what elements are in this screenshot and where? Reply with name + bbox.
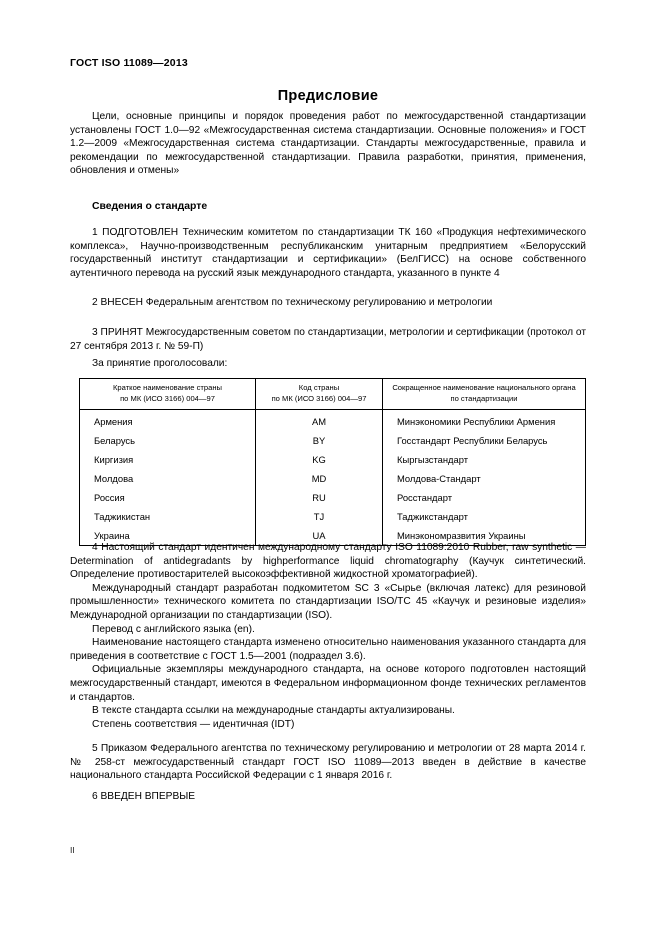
vote-caption: За принятие проголосовали:: [92, 358, 228, 369]
table-row: [80, 488, 586, 507]
cell-country-code: UA: [256, 526, 383, 546]
table-header-row: [80, 379, 586, 410]
column-header-code-line2: по МК (ИСО 3166) 004—97: [271, 393, 367, 403]
standard-info-item-2: 2 ВНЕСЕН Федеральным агентством по техническому регулированию и метрологии: [92, 297, 493, 308]
standard-info-item-4b: Международный стандарт разработан подкомитетом SC 3 «Сырье (включая латекс) для резиновой промышленности» технического комитета по стандартизации ISO/TC 45 «Каучук и резиновые изделия» Международной организации по стандартизации (ISO).: [70, 582, 586, 621]
table-row: [80, 450, 586, 469]
cell-national-body: Кыргызстандарт: [397, 454, 469, 465]
standard-info-item-4g: Степень соответствия — идентичная (IDT): [92, 718, 295, 730]
cell-country-code: KG: [256, 450, 383, 469]
standard-info-item-1-block: [70, 226, 586, 280]
standard-info-item-4d: Наименование настоящего стандарта изменено относительно наименования указанного стандарта для приведения в соответствие с ГОСТ 1.5—2001 (подраздел 3.6).: [70, 637, 586, 662]
standard-info-item-6: 6 ВВЕДЕН ВПЕРВЫЕ: [92, 791, 196, 802]
standard-info-item-3: 3 ПРИНЯТ Межгосударственным советом по стандартизации, метрологии и сертификации (протокол от 27 сентября 2013 г. № 59-П): [70, 327, 586, 352]
standard-info-item-3-block: [70, 326, 586, 353]
standard-info-item-1: 1 ПОДГОТОВЛЕН Техническим комитетом по стандартизации ТК 160 «Продукция нефтехимического комплекса», Научно-производственным республиканским унитарным предприятием «Белорусский государственный институт стандартизации и сертификации» (БелГИСС) на основе собственного аутентичного перевода на русский язык международного стандарта, указанного в пункте 4: [70, 227, 586, 279]
vote-caption-block: [70, 357, 586, 371]
cell-national-body: Госстандарт Республики Беларусь: [397, 435, 548, 446]
cell-national-body: Таджикстандарт: [397, 511, 468, 522]
column-header-body-line2: по стандартизации: [450, 393, 518, 403]
cell-country: Молдова: [80, 469, 256, 488]
cell-country-code: AM: [256, 410, 383, 432]
cell-country-code: MD: [256, 469, 383, 488]
column-header-country-line1: Краткое наименование страны: [113, 383, 222, 392]
table-row: [80, 410, 586, 432]
cell-country: Киргизия: [80, 450, 256, 469]
standard-info-item-5: 5 Приказом Федерального агентства по техническому регулированию и метрологии от 28 марта 2014 г. № 258-ст межгосударственный стандарт ГОСТ ISO 11089—2013 введен в действие в качестве национального стандарта Российской Федерации с 1 января 2016 г.: [70, 743, 586, 782]
running-head: ГОСТ ISO 11089—2013: [70, 57, 188, 69]
intro-paragraph: Цели, основные принципы и порядок проведения работ по межгосударственной стандартизации установлены ГОСТ 1.0—92 «Межгосударственная система стандартизации. Основные положения» и ГОСТ 1.2—2009 «Межгосударственная система стандартизации. Стандарты межгосударственные, правила и рекомендации по межгосударственной стандартизации. Правила разработки, принятия, применения, обновления и отмены»: [70, 111, 586, 177]
standard-info-item-4a: 4 Настоящий стандарт идентичен международному стандарту ISO 11089:2010 Rubber, raw synthetic — Determination of antidegradants by highperformance liquid chromatography (Каучук синтетический. Определение противостарителей высокоэффективной жидкостной хроматографией).: [70, 542, 586, 581]
column-header-body-line1: Сокращенное наименование национального органа: [392, 383, 576, 392]
cell-national-body: Росстандарт: [397, 492, 452, 503]
standard-info-item-4c: Перевод с английского языка (en).: [92, 623, 255, 635]
cell-country: Армения: [80, 410, 256, 432]
vote-table-body: [80, 410, 586, 546]
cell-country: Украина: [80, 526, 256, 546]
cell-national-body: Минэкономики Республики Армения: [397, 416, 556, 427]
cell-country-code: RU: [256, 488, 383, 507]
column-header-code: [256, 379, 383, 410]
cell-national-body: Молдова-Стандарт: [397, 473, 481, 484]
column-header-body: [383, 379, 586, 410]
standard-info-heading: Сведения о стандарте: [92, 201, 208, 212]
vote-table-wrap: [79, 378, 585, 546]
standard-info-item-2-block: [70, 296, 586, 310]
standard-info-item-4f: В тексте стандарта ссылки на международные стандарты актуализированы.: [92, 705, 455, 717]
table-row: [80, 469, 586, 488]
cell-country: Беларусь: [80, 431, 256, 450]
cell-country: Таджикистан: [80, 507, 256, 526]
standard-info-item-4-block: [70, 541, 586, 731]
cell-country: Россия: [80, 488, 256, 507]
vote-table-head: [80, 379, 586, 410]
column-header-country: [80, 379, 256, 410]
vote-table: [79, 378, 586, 546]
standard-info-item-4e: Официальные экземпляры международного стандарта, на основе которого подготовлен настоящий межгосударственный стандарт, имеются в Федеральном информационном фонде технических регламентов и стандартов.: [70, 664, 586, 703]
page-folio: II: [70, 845, 75, 855]
column-header-country-line2: по МК (ИСО 3166) 004—97: [120, 393, 215, 403]
cell-country-code: TJ: [256, 507, 383, 526]
standard-info-heading-block: [70, 200, 586, 214]
standard-info-item-6-block: [70, 790, 586, 804]
column-header-code-line1: Код страны: [298, 383, 340, 392]
page-title: Предисловие: [277, 88, 379, 104]
intro-section: [70, 110, 586, 178]
cell-national-body: Минэкономразвития Украины: [397, 530, 526, 541]
table-row: [80, 431, 586, 450]
standard-info-item-5-block: [70, 742, 586, 783]
cell-country-code: BY: [256, 431, 383, 450]
table-row: [80, 507, 586, 526]
